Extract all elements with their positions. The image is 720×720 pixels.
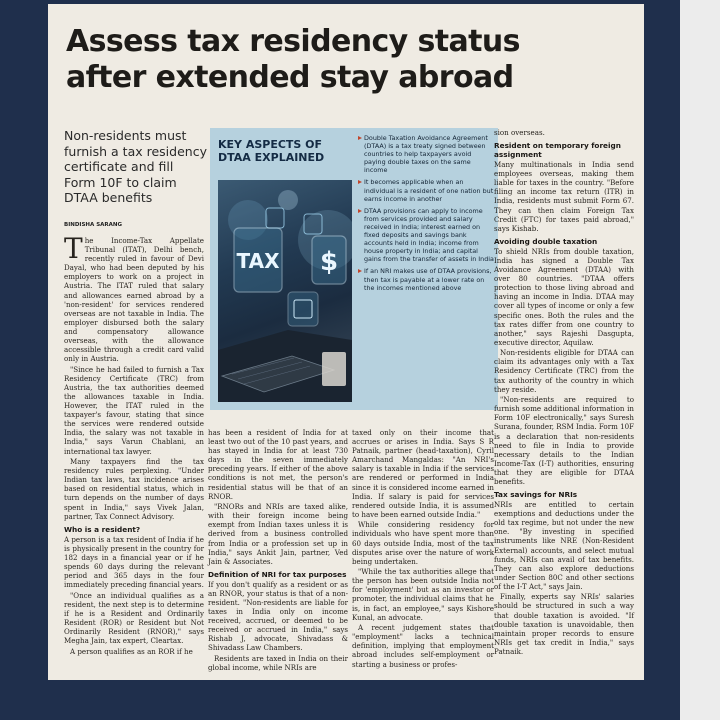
paragraph: If you don't qualify as a resident or as an RNOR, your status is that of a non-resident. "Non-residents are liable for taxes in India only on income received, accrued, or deemed to be received or accrued in India," says Rishab J, advocate, Shivadass & Shivadass Law Chambers. (208, 579, 348, 653)
deck: Non-residents must furnish a tax residency certificate and fill Form 10F to claim DTAA benefits (64, 128, 207, 206)
paragraph: he Income-Tax Appellate Tribunal (ITAT), Delhi bench, recently ruled in favour of Devi Dayal, who had been deputed by his employers to work on a project in Austria. The ITAT ruled that salary and allowances earned abroad by a 'non-resident' for services rendered overseas are not taxable in India. The employer disbursed both the salary and compensatory allowance overseas, with the allowance accessible through a credit card valid only in Austria. (64, 236, 204, 364)
paragraph: "While the tax authorities allege that the person has been outside India not for 'employment' but as an investor or promoter, the individual claims that he is, in fact, an employee," says Kishore Kunal, an advocate. (352, 567, 494, 622)
paragraph: Finally, experts say NRIs' salaries should be structured in such a way that double taxation is avoided. "If double taxation is unavoidable, then maintain proper records to ensure NRIs get tax credit in India," says Patnaik. (494, 592, 634, 656)
paragraph: NRIs are entitled to certain exemptions and deductions under the old tax regime, but not under the new one. "By investing in specified instruments like NRE (Non-Resident External) accounts, and select mutual funds, NRIs can avail of tax benefits. They can also explore deductions under Section 80C and other sections of the I-T Act," says Jain. (494, 500, 634, 591)
subheading: Who is a resident? (64, 524, 141, 534)
paragraph: A recent judgement states that "employment" lacks a technical definition, implying that employment abroad includes self-employment or starting a business or profes- (352, 623, 494, 669)
headline-line-2: after extended stay abroad (66, 60, 514, 95)
paragraph: Non-residents eligible for DTAA can claim its advantages only with a Tax Residency Certificate (TRC) from the tax authority of the country in which they reside. (494, 348, 634, 394)
list-item: Double Taxation Avoidance Agreement (DTAA) is a tax treaty signed between countries to help taxpayers avoid paying double taxes on the same income (358, 134, 494, 174)
paragraph: A person qualifies as an ROR if he (70, 646, 193, 656)
sidebar-title: KEY ASPECTS OF DTAA EXPLAINED (218, 138, 325, 164)
column-4 (494, 128, 634, 657)
drop-cap: T (64, 232, 83, 265)
newspaper-clipping (48, 4, 644, 680)
paragraph: A person is a tax resident of India if he is physically present in the country for 182 days in a financial year or if he spends 60 days during the relevant period and 365 days in the four immediately preceding financial years. (64, 534, 204, 590)
sidebar-photo (218, 180, 352, 402)
column-2 (208, 428, 348, 674)
tax-illustration (218, 180, 352, 402)
paragraph: has been a resident of India for at least two out of the 10 past years, and has stayed in India for at least 730 days in the seven immediately preceding years. If either of the above conditions is not met, the person's residential status will be that of an RNOR. (208, 428, 348, 501)
list-item: DTAA provisions can apply to income from services provided and salary received in India; interest earned on fixed deposits and savings bank accounts held in India; income from house property in India; and capital gains from the transfer of assets in India (358, 207, 494, 264)
subheading: Resident on temporary foreign assignment (494, 141, 621, 160)
paragraph: Many taxpayers find the tax residency rules perplexing. "Under Indian tax laws, tax incidence arises based on residential status, which in turn depends on the number of days spent in India," says Vivek Jalan, partner, Tax Connect Advisory. (64, 457, 204, 521)
list-item: It becomes applicable when an individual is a resident of one nation but earns income in another (358, 178, 494, 202)
subheading: Avoiding double taxation (494, 236, 598, 246)
paragraph: To shield NRIs from double taxation, India has signed a Double Tax Avoidance Agreement (DTAA) with over 80 countries. "DTAA offers protection to those living abroad and having an income in India. DTAA may cover all types of income or only a few specific ones. Both the rules and the tax rates differ from one country to another," says Rajeshi Dasgupta, executive director, Aquilaw. (494, 246, 634, 347)
paragraph: "Since he had failed to furnish a Tax Residency Certificate (TRC) from Austria, the tax authorities deemed the allowances taxable in India. However, the ITAT ruled in the taxpayer's favour, stating that since the services were rendered outside India, the salary was not taxable in India," says Varun Chablani, an international tax lawyer. (64, 364, 204, 456)
byline: BINDISHA SARANG (64, 222, 123, 228)
paragraph: Many multinationals in India send employees overseas, making them liable for taxes in the country. "Before filing an income tax return (ITR) in India, residents must submit Form 67. They can then claim Foreign Tax Credit (FTC) for taxes paid abroad," says Kishab. (494, 160, 634, 233)
sidebar-bullets (358, 134, 494, 296)
subheading: Definition of NRI for tax purposes (208, 569, 347, 579)
paragraph: sion overseas. (494, 128, 545, 137)
column-3 (352, 428, 494, 670)
subheading: Tax savings for NRIs (494, 490, 578, 500)
paragraph: "RNORs and NRIs are taxed alike, with their foreign income being exempt from Indian taxes unless it is derived from a business controlled from India or a profession set up in India," says Ankit Jain, partner, Ved Jain & Associates. (208, 502, 348, 566)
paragraph: "Non-residents are required to furnish some additional information in Form 10F electronically," says Suresh Surana, founder, RSM India. Form 10F is a declaration that non-residents need to file in India to provide necessary details to the Indian Income-Tax (I-T) authorities, ensuring that they are eligible for DTAA benefits. (494, 395, 635, 486)
paragraph: taxed only on their income that accrues or arises in India. Says S R Patnaik, partner (head-taxation), Cyril Amarchand Mangaldas: "An NRI's salary is taxable in India if the services are rendered or performed in India since it is considered income earned in India. If salary is paid for services rendered outside India, it is assumed to have been earned outside India." (352, 428, 494, 519)
list-item: If an NRI makes use of DTAA provisions, then tax is payable at a lower rate on the incomes mentioned above (358, 267, 494, 291)
headline-line-1: Assess tax residency status (66, 24, 520, 59)
paragraph: "Once an individual qualifies as a resident, the next step is to determine if he is a Resident and Ordinarily Resident (ROR) or Resident but Not Ordinarily Resident (RNOR)," says Megha Jain, tax expert, Cleartax. (64, 590, 204, 646)
dtaa-sidebar (210, 128, 498, 410)
column-1 (64, 232, 204, 657)
headline (66, 24, 636, 96)
page-edge (680, 0, 720, 720)
dollar-text: $ (319, 247, 339, 277)
tax-text: TAX (236, 249, 280, 273)
paragraph: Residents are taxed in India on their global income, while NRIs are (208, 653, 348, 673)
paragraph: While considering residency for individuals who have spent more than 60 days outside India, most of the tax disputes arise over the nature of work being undertaken. (352, 520, 494, 566)
